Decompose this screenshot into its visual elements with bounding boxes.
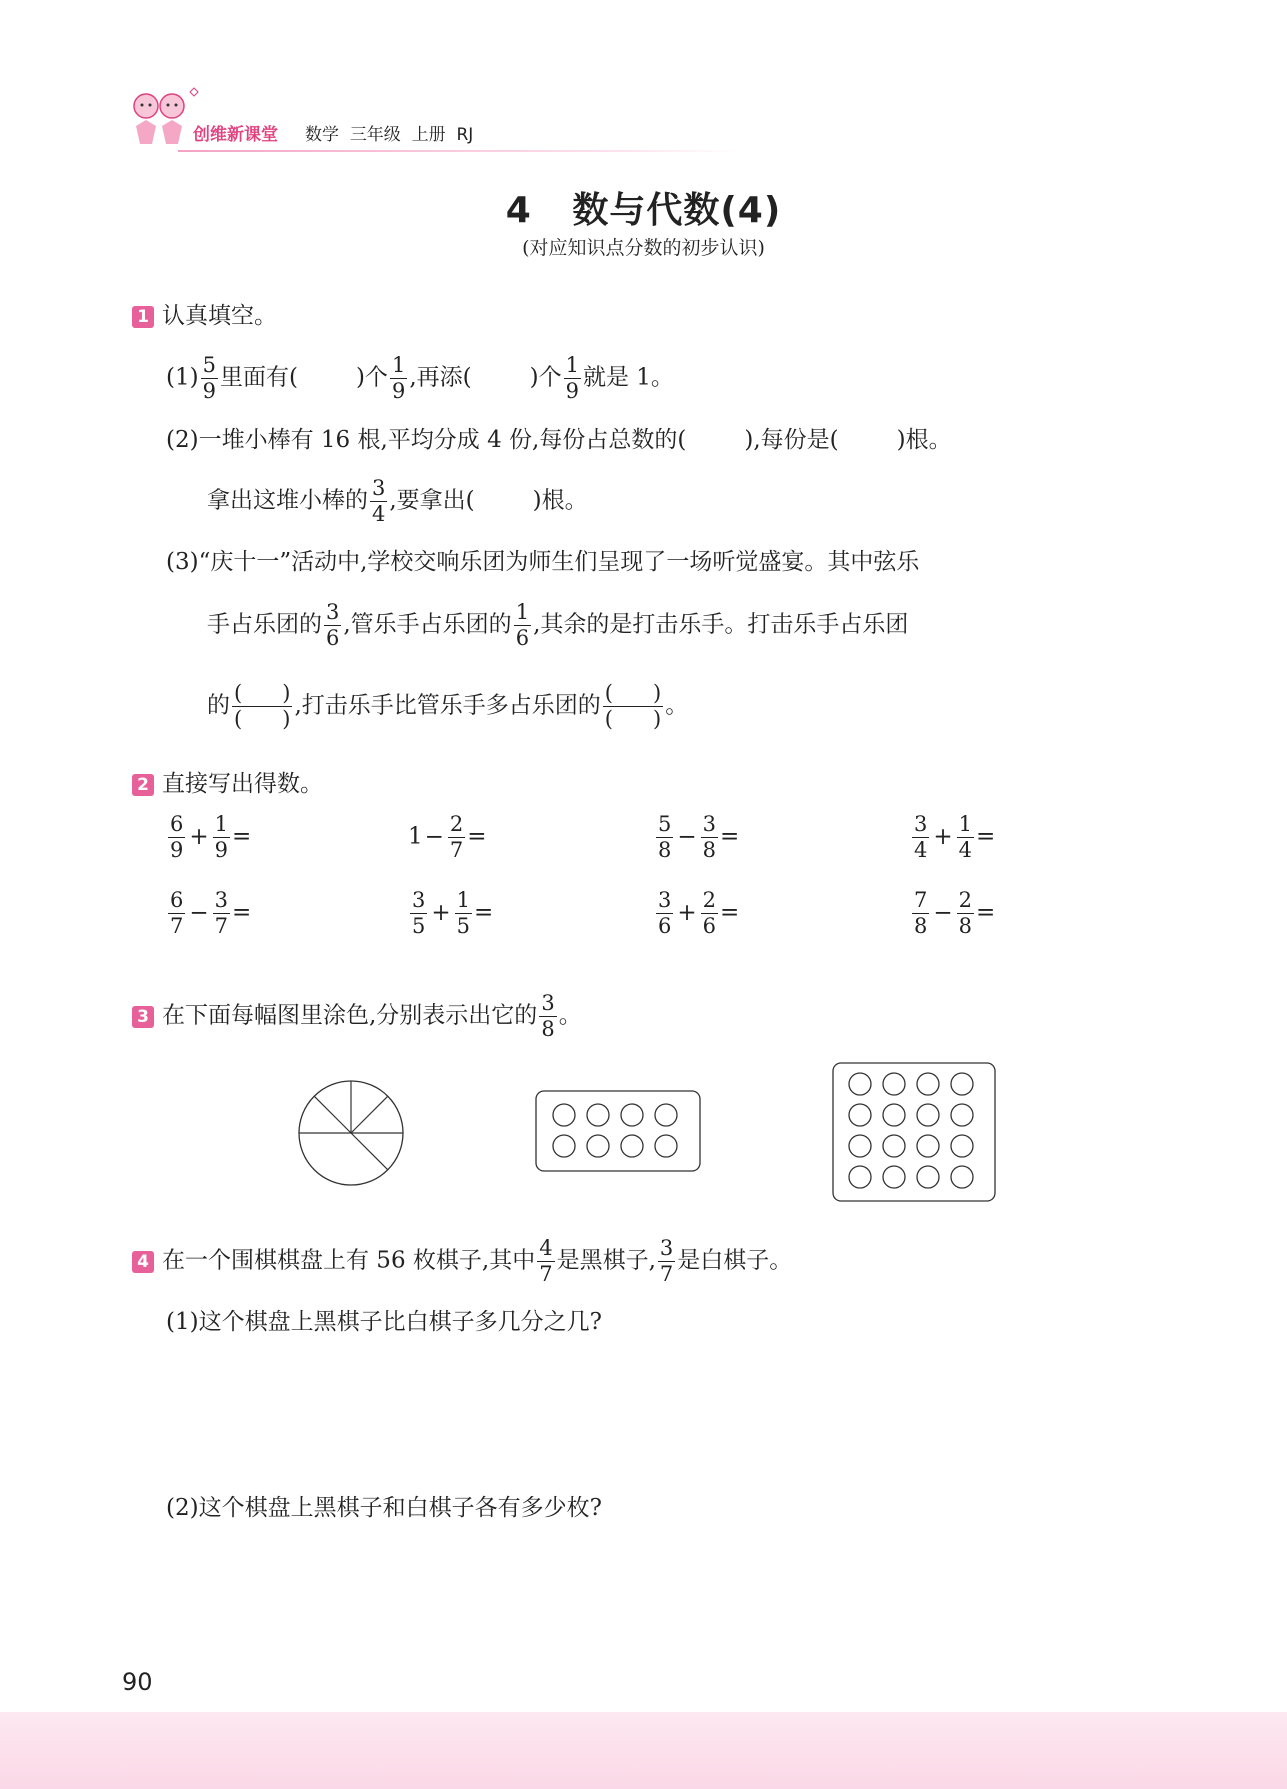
fraction-answer-blank[interactable]: $\frac{( )}{( )}$ (604, 681, 662, 731)
q1-heading-text: 认真填空。 (162, 303, 277, 329)
whole-number: 1 (408, 823, 423, 850)
operator: + (431, 899, 451, 926)
text: 的 (207, 692, 230, 719)
q1-part3-line1 (166, 540, 919, 584)
header-volume: 上册 (411, 125, 446, 145)
fraction: $\frac{1}{9}$ (565, 353, 579, 403)
equals-sign: = (232, 823, 252, 850)
q2-expression (654, 890, 797, 937)
q1-number: 1 (132, 306, 154, 328)
text: )根。 (532, 487, 588, 514)
fraction: $\frac{3}{7}$ (214, 888, 229, 938)
operator: + (677, 899, 697, 926)
part-label: (1) (166, 364, 199, 391)
text: 一堆小棒有 16 根,平均分成 4 份,每份占总数的( (198, 427, 687, 453)
q3-heading (132, 993, 582, 1040)
fraction: $\frac{3}{6}$ (658, 888, 672, 938)
fraction: $\frac{3}{4}$ (372, 476, 386, 526)
circle-figure[interactable] (296, 1078, 406, 1188)
text: 就是 1。 (582, 364, 674, 391)
q4-heading (132, 1238, 792, 1285)
header-divider (178, 150, 738, 152)
text: )根。 (896, 427, 952, 453)
footer-band (0, 1712, 1287, 1789)
q1-part3-line2 (207, 602, 908, 649)
fraction: $\frac{6}{9}$ (170, 812, 184, 862)
q1-part2-line1 (166, 418, 952, 462)
text: 拿出这堆小棒的 (207, 487, 368, 514)
operator: + (933, 823, 953, 850)
page-subtitle: (对应知识点分数的初步认识) (522, 237, 765, 259)
fraction: $\frac{3}{5}$ (412, 888, 426, 938)
q4-number: 4 (132, 1251, 154, 1273)
fraction: $\frac{1}{4}$ (958, 812, 973, 862)
fraction: $\frac{2}{7}$ (449, 812, 464, 862)
page-title: 4 数与代数(4) (505, 190, 782, 231)
text: 是白棋子。 (677, 1247, 793, 1274)
equals-sign: = (976, 823, 996, 850)
operator: − (424, 823, 444, 850)
part-label: (3) (166, 549, 199, 575)
operator: − (677, 823, 697, 850)
operator: + (189, 823, 209, 850)
q4-sub1-answer-area[interactable] (166, 1350, 1116, 1490)
header-grade: 三年级 (349, 125, 401, 145)
fraction: $\frac{7}{8}$ (914, 888, 928, 938)
text: 手占乐团的 (207, 611, 322, 638)
text: “庆十一”活动中,学校交响乐团为师生们呈现了一场听觉盛宴。其中弦乐 (198, 549, 920, 575)
q3-number: 3 (132, 1006, 154, 1028)
page-number: 90 (122, 1668, 153, 1696)
q2-heading (132, 762, 323, 806)
header-info (305, 120, 473, 145)
fraction: $\frac{5}{9}$ (202, 353, 216, 403)
q2-expression (408, 814, 545, 861)
text: 是黑棋子, (556, 1247, 656, 1274)
q2-expression (408, 890, 551, 937)
text: 里面有( (219, 364, 298, 391)
text: 。 (558, 1002, 582, 1029)
header-brand: 创维新课堂 (193, 125, 278, 145)
q1-part1 (166, 355, 674, 402)
header-edition: RJ (456, 125, 474, 145)
q4-sub2: (2)这个棋盘上黑棋子和白棋子各有多少枚? (166, 1495, 602, 1521)
header-subject: 数学 (305, 125, 339, 145)
text: 在下面每幅图里涂色,分别表示出它的 (162, 1002, 538, 1029)
fraction: $\frac{1}{6}$ (515, 600, 530, 650)
q1-heading (132, 294, 277, 338)
fraction: $\frac{1}{9}$ (391, 353, 406, 403)
equals-sign: = (467, 823, 487, 850)
fraction: $\frac{6}{7}$ (170, 888, 184, 938)
text: 。 (665, 692, 689, 719)
q1-part3-line3 (207, 683, 688, 730)
fraction: $\frac{3}{6}$ (326, 600, 340, 650)
q2-expression (166, 814, 309, 861)
q2-number: 2 (132, 774, 154, 796)
fraction-answer-blank[interactable]: $\frac{( )}{( )}$ (234, 681, 291, 731)
q4-sub2-answer-area[interactable] (166, 1536, 1116, 1656)
q4-sub1: (1)这个棋盘上黑棋子比白棋子多几分之几? (166, 1309, 602, 1335)
fraction: $\frac{1}{5}$ (456, 888, 471, 938)
q1-part2-line2 (207, 478, 588, 525)
dots-4x4-figure[interactable] (832, 1062, 996, 1202)
q2-expression (910, 890, 1053, 937)
equals-sign: = (720, 899, 740, 926)
equals-sign: = (232, 899, 252, 926)
equals-sign: = (976, 899, 996, 926)
fraction: $\frac{1}{9}$ (214, 812, 229, 862)
q2-heading-text: 直接写出得数。 (162, 771, 323, 797)
fraction: $\frac{4}{7}$ (539, 1236, 553, 1286)
operator: − (189, 899, 209, 926)
equals-sign: = (474, 899, 494, 926)
text: ,打击乐手比管乐手多占乐团的 (294, 692, 601, 719)
fraction: $\frac{3}{4}$ (914, 812, 928, 862)
text: ,管乐手占乐团的 (343, 611, 512, 638)
text: ,其余的是打击乐手。打击乐手占乐团 (533, 611, 909, 638)
q2-expression (910, 814, 1053, 861)
q2-expression (654, 814, 797, 861)
equals-sign: = (720, 823, 740, 850)
part-label: (2) (166, 427, 199, 453)
text: ),每份是( (744, 427, 839, 453)
text: 在一个围棋棋盘上有 56 枚棋子,其中 (162, 1247, 536, 1274)
operator: − (933, 899, 953, 926)
text: )个 (355, 364, 388, 391)
fraction: $\frac{2}{6}$ (702, 888, 717, 938)
fraction: $\frac{3}{7}$ (659, 1236, 674, 1286)
fraction: $\frac{2}{8}$ (958, 888, 973, 938)
q2-expression (166, 890, 309, 937)
fraction: $\frac{5}{8}$ (658, 812, 672, 862)
fraction: $\frac{3}{8}$ (702, 812, 717, 862)
text: ,要拿出( (389, 487, 475, 514)
fraction: $\frac{3}{8}$ (541, 991, 555, 1041)
dots-2x4-figure[interactable] (535, 1090, 701, 1172)
text: ,再添( (409, 364, 472, 391)
text: )个 (529, 364, 562, 391)
